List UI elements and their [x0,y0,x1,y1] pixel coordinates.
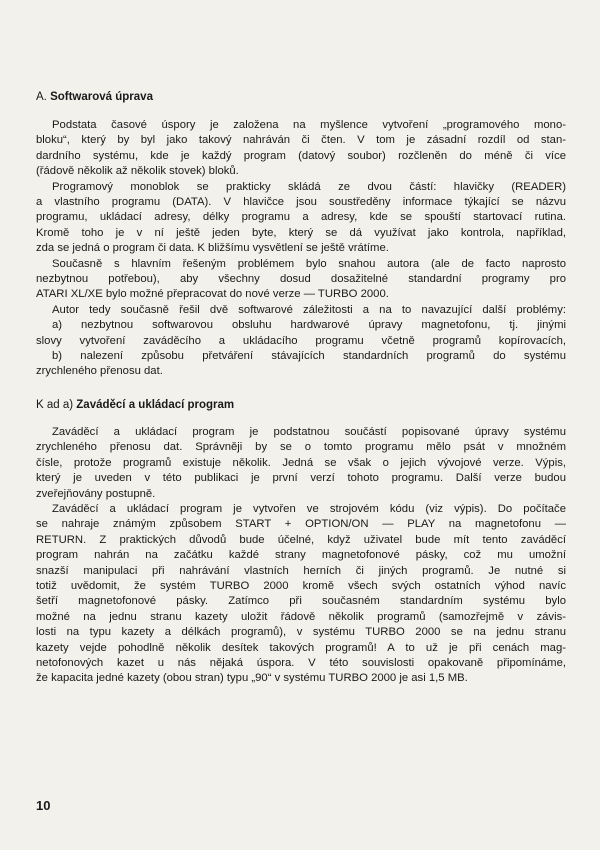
text-line: ATARI XL/XE bylo možné přepracovat do nové verze — TURBO 2000. [36,288,389,301]
section-a-paragraph-4 [36,303,566,349]
text-line: zveřejňovány postupně. [36,487,156,500]
section-a-paragraph-1 [36,118,566,180]
text-line: kazety vejde pohodlně několik desítek takových programů! A to už je při cenách mag- [36,641,566,654]
section-a-paragraph-3 [36,257,566,303]
text-line: zrychleného přenosu dat. [36,365,163,378]
text-line: RETURN. Z praktických důvodů bude účelné, když uživatel bude mít tento zaváděcí [36,533,566,546]
text-line: zda se jedná o program či data. K bližšímu vysvětlení se ještě vrátíme. [36,242,389,255]
section-ka-prefix: K ad a) [36,399,74,411]
section-ka-heading [36,398,234,412]
section-a-paragraph-5 [36,349,566,380]
page-number: 10 [36,798,51,813]
text-line: Autor tedy současně řešil dvě softwarové záležitosti a na to navazující další problémy: [52,303,566,316]
text-line: Zaváděcí a ukládací program je podstatnou součástí popisované úpravy systému [52,426,566,438]
section-ka-paragraph-2 [36,502,566,687]
text-line: b) nalezení způsobu přetváření stávajících standardních programů do systému [52,350,566,362]
text-line: a vlastního programu (DATA). V hlavičce jsou soustředěny informace týkající se názvu [36,196,566,208]
text-line: totiž uvědomit, že systém TURBO 2000 kromě všech svých ostatních výhod navíc [36,580,566,593]
text-line: se nahraje známým způsobem START + OPTION/ON — PLAY na magnetofonu — [36,518,566,531]
text-line: dardního systému, kde je každý program (datový soubor) rozčleněn do méně či více [36,149,566,162]
text-line: Kromě toho je v ní ještě jeden byte, který se dá využívat jako kontrola, například, [36,226,566,239]
section-a-paragraph-2 [36,180,566,257]
text-line: slovy vytvoření zaváděcího a ukládacího programu včetně programů kopírovacích, [36,334,566,347]
section-a-heading [36,90,153,104]
text-line: netofonových kazet u nás nějaká úspora. V této souvislosti opakovaně připomínáme, [36,657,566,670]
text-line: nezbytnou potřebou), aby všechny dosud dosažitelné standardní programy pro [36,273,566,285]
text-line: šetří magnetofonové pásky. Zatímco při současném standardním systému bylo [36,595,566,608]
section-ka-title: Zaváděcí a ukládací program [76,399,235,411]
text-line: Podstata časové úspory je založena na myšlence vytvoření „programového mono- [52,119,566,131]
text-line: Programový monoblok se prakticky skládá ze dvou částí: hlavičky (READER) [52,180,566,193]
section-a-title: Softwarová úprava [50,91,153,103]
text-line: který je uveden v této publikaci je první verzí tohoto programu. Další verze budou [36,472,566,485]
text-line: možné na jednu stranu kazety uložit řádově několik programů (samozřejmě v závis- [36,610,566,623]
text-line: a) nezbytnou softwarovou obsluhu hardwarové úpravy magnetofonu, tj. jinými [52,319,566,332]
section-ka-paragraph-1 [36,425,566,502]
text-line: bloku“, který by byl jako takový nahráván či čten. V tom je zásadní rozdíl od stan- [36,134,566,147]
section-a-prefix: A. [36,91,47,103]
text-line: snazší manipulaci při nahrávání vlastních herních či jiných programů. Je nutné si [36,564,566,577]
text-line: zrychleného přenosu dat. Správněji by se o tomto programu mělo psát v množném [36,441,566,454]
text-line: čísle, protože programů existuje několik. Jedná se však o jejich vývojové verze. Výpis, [36,456,566,469]
text-line: (řádově několik až několik stovek) bloků. [36,165,239,178]
text-line: programu, ukládací adresy, délky programu a adresy, kde se spouští startovací rutina. [36,211,566,224]
text-line: Současně s hlavním řešeným problémem bylo snahou autora (ale de facto naprosto [52,257,566,270]
text-line: losti na typu kazety a délkách programů), v systému TURBO 2000 se na jednu stranu [36,626,566,639]
text-line: že kapacita jedné kazety (obou stran) typu „90“ v systému TURBO 2000 je asi 1,5 MB. [36,672,468,685]
text-line: Zaváděcí a ukládací program je vytvořen ve strojovém kódu (viz výpis). Do počítače [52,503,566,515]
text-line: program nahrán na začátku každé strany magnetofonové pásky, což mu umožní [36,549,566,562]
